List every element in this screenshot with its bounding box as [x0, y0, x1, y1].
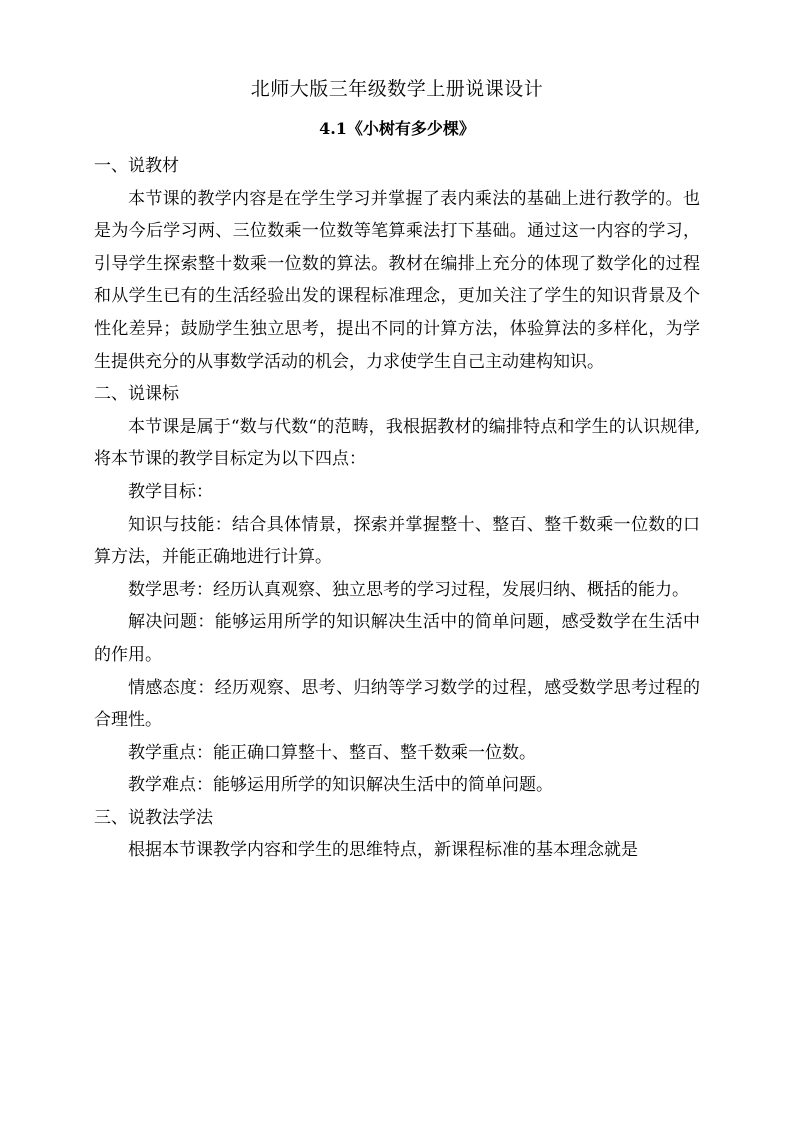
paragraph-key-point: 教学重点：能正确口算整十、整百、整千数乘一位数。	[128, 742, 536, 763]
paragraph-problem-solving: 解决问题：能够运用所学的知识解决生活中的简单问题，感受数学在生活中的作用。	[94, 612, 700, 665]
paragraph-difficult-point: 教学难点：能够运用所学的知识解决生活中的简单问题。	[128, 775, 553, 796]
section-heading-textbook: 一、说教材	[94, 156, 179, 176]
section-heading-curriculum: 二、说课标	[94, 384, 179, 405]
paragraph-curriculum: 本节课是属于“数与代数“的范畴，我根据教材的编排特点和学生的认识规律,将本节课的教学目标定为以下四点：	[94, 416, 700, 470]
paragraph-methods: 根据本节课教学内容和学生的思维特点，新课程标准的基本理念就是	[128, 840, 638, 861]
paragraph-emotional-attitude: 情感态度：经历观察、思考、归纳等学习数学的过程，感受数学思考过程的合理性。	[94, 677, 700, 731]
document-body	[94, 150, 700, 867]
section-heading-methods: 三、说教法学法	[94, 807, 213, 828]
document-title: 北师大版三年级数学上册说课设计	[250, 78, 544, 100]
paragraph-math-thinking: 数学思考：经历认真观察、独立思考的学习过程，发展归纳、概括的能力。	[128, 579, 689, 600]
document-subtitle: 4.1《小树有多少棵》	[319, 119, 475, 138]
paragraph-teaching-goals-label: 教学目标：	[128, 481, 213, 502]
paragraph-textbook: 本节课的教学内容是在学生学习并掌握了表内乘法的基础上进行教学的。也是为今后学习两、三位数乘一位数等笔算乘法打下基础。通过这一内容的学习，引导学生探索整十数乘一位数的算法。教材在编排上充分的体现了数学化的过程和从学生已有的生活经验出发的课程标准理念，更加关注了学生的知识背景及个性化差异；鼓励学生独立思考，提出不同的计算方法，体验算法的多样化，为学生提供充分的从事数学活动的机会，力求使学生自己主动建构知识。	[94, 188, 700, 372]
paragraph-knowledge-skills: 知识与技能：结合具体情景，探索并掌握整十、整百、整千数乘一位数的口算方法，并能正确地进行计算。	[94, 514, 700, 568]
